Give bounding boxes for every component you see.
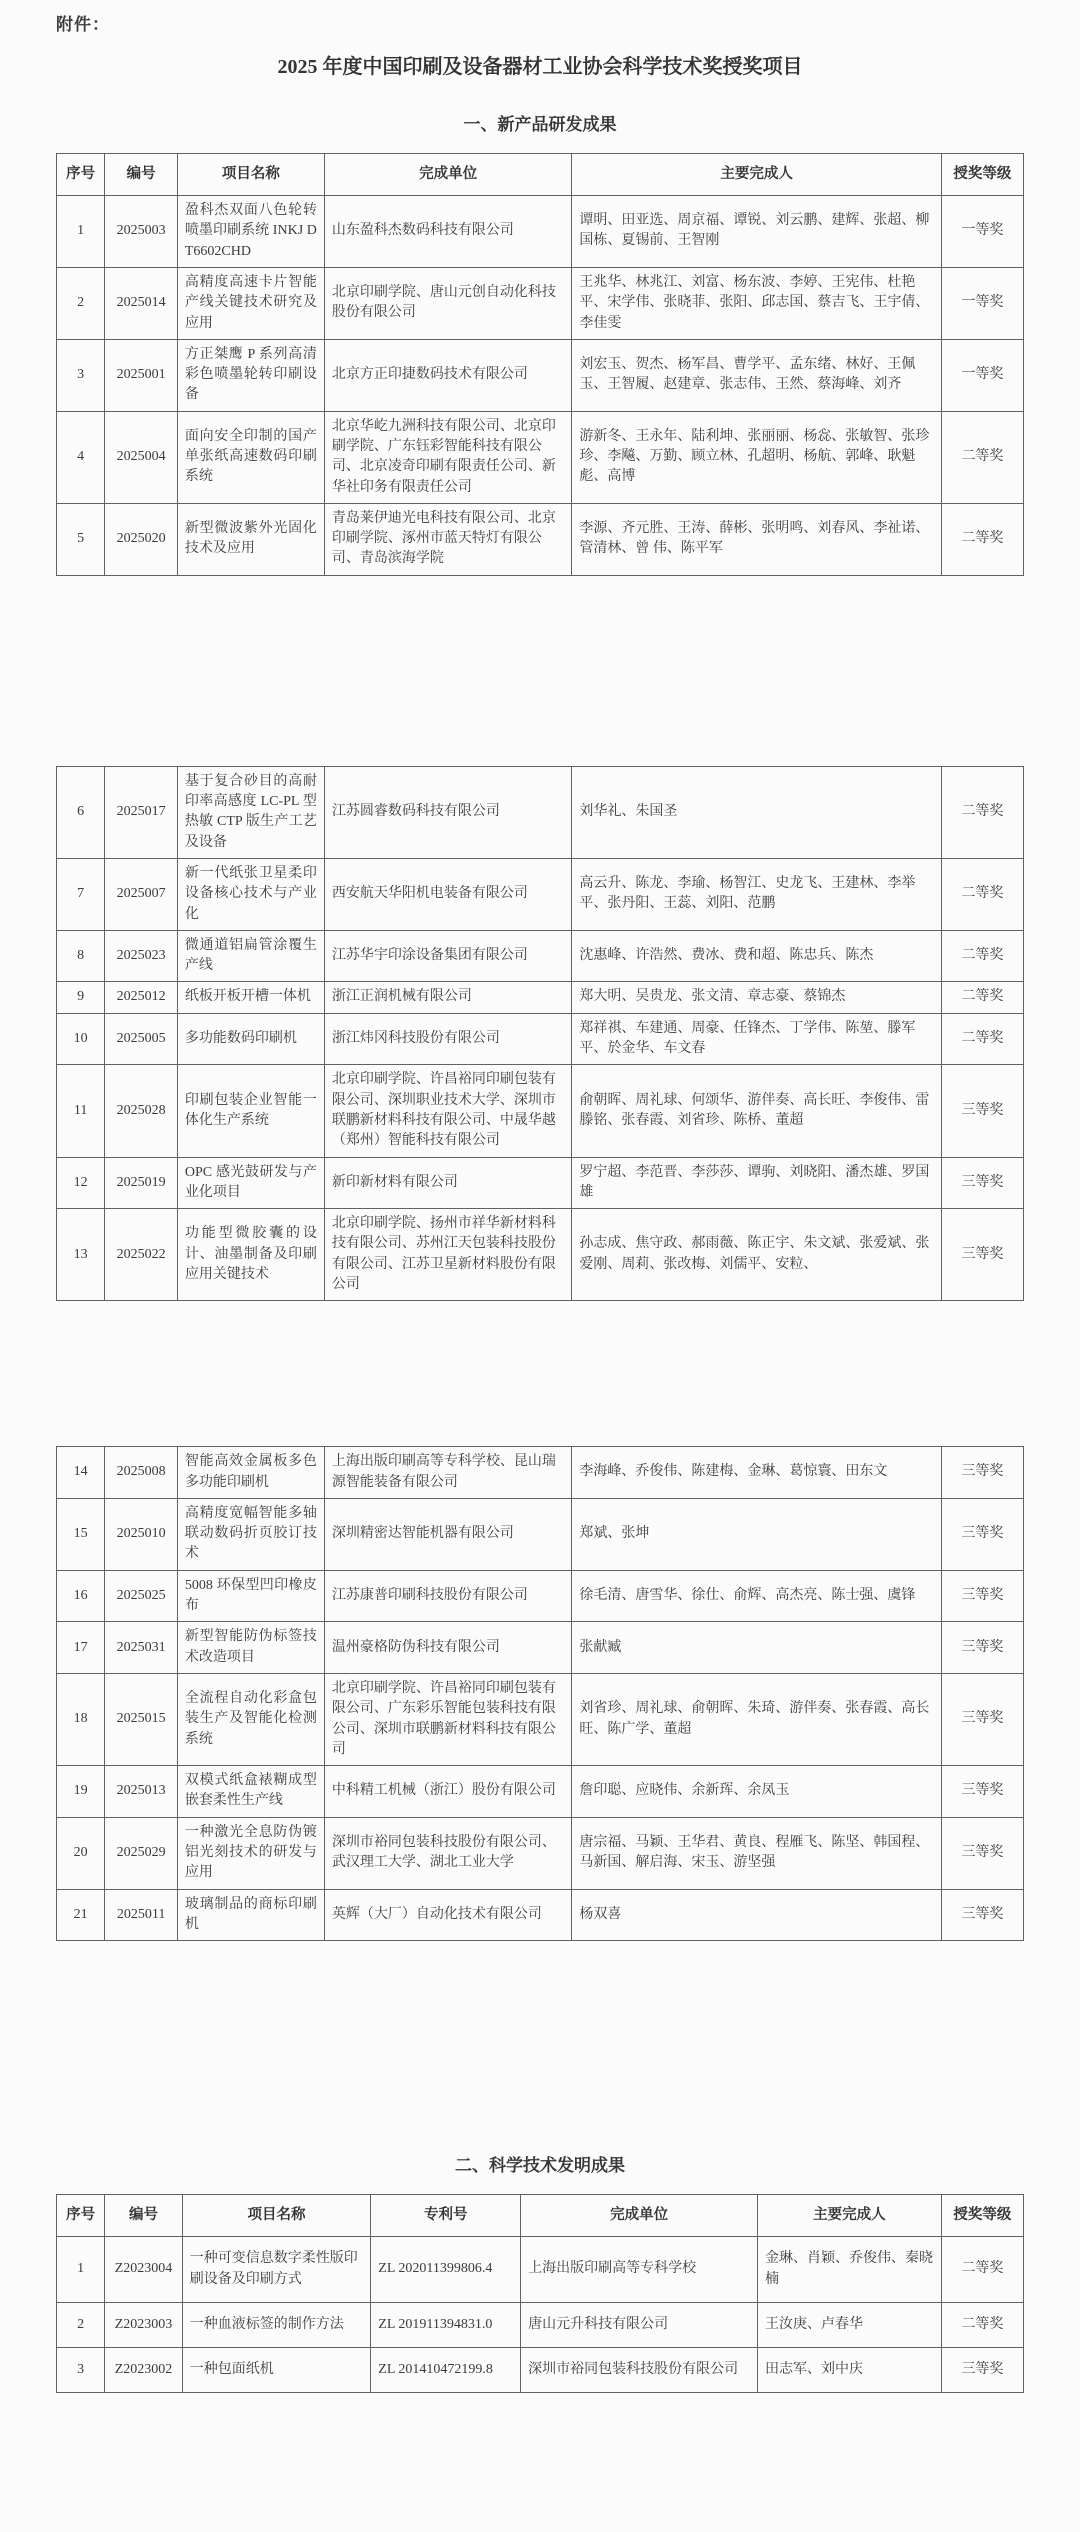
table-row — [57, 1622, 1024, 1674]
table-cell: 功能型微胶囊的设计、油墨制备及印刷应用关键技术 — [177, 1209, 324, 1301]
table-row — [57, 1817, 1024, 1889]
table-cell: 3 — [57, 339, 105, 411]
column-header: 授奖等级 — [941, 154, 1023, 196]
table-cell: 徐毛清、唐雪华、徐仕、俞辉、高杰亮、陈士强、虞锋 — [572, 1570, 941, 1622]
table-cell: 微通道铝扁管涂覆生产线 — [177, 930, 324, 982]
table-cell: 一等奖 — [941, 196, 1023, 268]
table-cell: 新印新材料有限公司 — [324, 1157, 572, 1209]
table-row — [57, 2348, 1024, 2393]
table-cell: 深圳市裕同包装科技股份有限公司、武汉理工大学、湖北工业大学 — [324, 1817, 572, 1889]
table-cell: 北京印刷学院、扬州市祥华新材料科技有限公司、苏州江天包装科技股份有限公司、江苏卫星新材料股份有限公司 — [324, 1209, 572, 1301]
table-cell: 二等奖 — [941, 411, 1023, 503]
column-header: 项目名称 — [177, 154, 324, 196]
table-cell: 二等奖 — [941, 2302, 1023, 2347]
table-cell: 北京方正印捷数码技术有限公司 — [324, 339, 572, 411]
table-cell: 俞朝晖、周礼球、何颂华、游伴奏、高长旺、李俊伟、雷滕铭、张春霞、刘省珍、陈桥、董超 — [572, 1065, 941, 1157]
table-row — [57, 858, 1024, 930]
table-cell: 新型智能防伪标签技术改造项目 — [177, 1622, 324, 1674]
table-cell: 深圳市裕同包装科技股份有限公司 — [521, 2348, 758, 2393]
table-cell: 印刷包装企业智能一体化生产系统 — [177, 1065, 324, 1157]
table-cell: 一种包面纸机 — [182, 2348, 371, 2393]
table-cell: 面向安全印制的国产单张纸高速数码印刷系统 — [177, 411, 324, 503]
table-row — [57, 2302, 1024, 2347]
table-cell: 20 — [57, 1817, 105, 1889]
table-cell: ZL 201410472199.8 — [371, 2348, 521, 2393]
section1-heading: 一、新产品研发成果 — [463, 115, 617, 134]
table-cell: 三等奖 — [941, 2348, 1023, 2393]
table-cell: 郑斌、张坤 — [572, 1498, 941, 1570]
table-row — [57, 2237, 1024, 2303]
table-cell: 5 — [57, 503, 105, 575]
table-cell: 杨双喜 — [572, 1889, 941, 1941]
table-row — [57, 1157, 1024, 1209]
table-cell: 2025007 — [105, 858, 178, 930]
table-cell: 2025031 — [105, 1622, 178, 1674]
table-cell: 二等奖 — [941, 766, 1023, 858]
table-cell: 16 — [57, 1570, 105, 1622]
table-cell: 6 — [57, 766, 105, 858]
table-cell: 谭明、田亚选、周京福、谭锐、刘云鹏、建辉、张超、柳国栋、夏锡前、王智刚 — [572, 196, 941, 268]
table-cell: 2 — [57, 2302, 105, 2347]
table-row — [57, 1766, 1024, 1818]
attachment-label: 附件： — [56, 15, 110, 34]
table-cell: 王兆华、林兆江、刘富、杨东波、李婷、王宪伟、杜艳平、宋学伟、张晓菲、张阳、邱志国、蔡吉飞、王宇倩、李佳雯 — [572, 267, 941, 339]
table-cell: 高云升、陈龙、李瑜、杨智江、史龙飞、王建林、李举平、张丹阳、王蕊、刘阳、范鹏 — [572, 858, 941, 930]
table-row — [57, 982, 1024, 1013]
table-cell: 1 — [57, 2237, 105, 2303]
table-cell: 二等奖 — [941, 1013, 1023, 1065]
table-cell: Z2023002 — [105, 2348, 182, 2393]
table-cell: 三等奖 — [941, 1065, 1023, 1157]
table-cell: 金琳、肖颖、乔俊伟、秦晓楠 — [758, 2237, 942, 2303]
table-cell: 二等奖 — [941, 503, 1023, 575]
table-cell: 5008 环保型凹印橡皮布 — [177, 1570, 324, 1622]
table-cell: 罗宁超、李范晋、李莎莎、谭驹、刘晓阳、潘杰雄、罗国雄 — [572, 1157, 941, 1209]
table-cell: 2025008 — [105, 1447, 178, 1499]
table-cell: 4 — [57, 411, 105, 503]
header-row — [57, 2195, 1024, 2237]
table-row — [57, 1673, 1024, 1765]
table-cell: 2025020 — [105, 503, 178, 575]
table-cell: 北京印刷学院、许昌裕同印刷包装有限公司、广东彩乐智能包装科技有限公司、深圳市联鹏新材料科技有限公司 — [324, 1673, 572, 1765]
table-cell: 英辉（大厂）自动化技术有限公司 — [324, 1889, 572, 1941]
table-cell: 青岛莱伊迪光电科技有限公司、北京印刷学院、涿州市蓝天特灯有限公司、青岛滨海学院 — [324, 503, 572, 575]
table-cell: 三等奖 — [941, 1570, 1023, 1622]
page-title: 2025 年度中国印刷及设备器材工业协会科学技术奖授奖项目 — [277, 56, 803, 78]
column-header: 序号 — [57, 154, 105, 196]
table-cell: 李海峰、乔俊伟、陈建梅、金琳、葛惊寰、田东文 — [572, 1447, 941, 1499]
table-cell: 2025019 — [105, 1157, 178, 1209]
table-cell: 一种可变信息数字柔性版印刷设备及印刷方式 — [182, 2237, 371, 2303]
column-header: 完成单位 — [324, 154, 572, 196]
table-cell: 7 — [57, 858, 105, 930]
table-cell: 唐山元升科技有限公司 — [521, 2302, 758, 2347]
table-cell: 2025017 — [105, 766, 178, 858]
table-cell: 9 — [57, 982, 105, 1013]
column-header: 序号 — [57, 2195, 105, 2237]
table-cell: 沈惠峰、许浩然、费冰、费和超、陈忠兵、陈杰 — [572, 930, 941, 982]
table-cell: 上海出版印刷高等专科学校、昆山瑞源智能装备有限公司 — [324, 1447, 572, 1499]
table-row — [57, 1013, 1024, 1065]
table-cell: 15 — [57, 1498, 105, 1570]
table-cell: 2025015 — [105, 1673, 178, 1765]
table-cell: 新型微波紫外光固化技术及应用 — [177, 503, 324, 575]
table-cell: 二等奖 — [941, 930, 1023, 982]
table-cell: 2025001 — [105, 339, 178, 411]
table-cell: 王汝庚、卢春华 — [758, 2302, 942, 2347]
table-cell: 方正桀鹰 P 系列高清彩色喷墨轮转印刷设备 — [177, 339, 324, 411]
table-cell: 江苏康普印刷科技股份有限公司 — [324, 1570, 572, 1622]
table-cell: 三等奖 — [941, 1817, 1023, 1889]
table-cell: 高精度高速卡片智能产线关键技术研究及应用 — [177, 267, 324, 339]
table-cell: 2025003 — [105, 196, 178, 268]
table-cell: 2025025 — [105, 1570, 178, 1622]
table-cell: 三等奖 — [941, 1766, 1023, 1818]
table-cell: 郑大明、吴贵龙、张文清、章志豪、蔡锦杰 — [572, 982, 941, 1013]
table-cell: 19 — [57, 1766, 105, 1818]
table-cell: 多功能数码印刷机 — [177, 1013, 324, 1065]
table-cell: 2025022 — [105, 1209, 178, 1301]
table-cell: 双模式纸盒裱糊成型嵌套柔性生产线 — [177, 1766, 324, 1818]
table-cell: 三等奖 — [941, 1157, 1023, 1209]
column-header: 专利号 — [371, 2195, 521, 2237]
table-cell: 2025029 — [105, 1817, 178, 1889]
table-cell: 17 — [57, 1622, 105, 1674]
table-cell: 浙江正润机械有限公司 — [324, 982, 572, 1013]
table-cell: 温州豪格防伪科技有限公司 — [324, 1622, 572, 1674]
table-cell: 孙志成、焦守政、郝雨薇、陈正宇、朱文斌、张爱斌、张爱刚、周莉、张改梅、刘儒平、安粒、 — [572, 1209, 941, 1301]
table-cell: 三等奖 — [941, 1498, 1023, 1570]
table-row — [57, 339, 1024, 411]
column-header: 完成单位 — [521, 2195, 758, 2237]
table-cell: 深圳精密达智能机器有限公司 — [324, 1498, 572, 1570]
table-cell: 2025013 — [105, 1766, 178, 1818]
table-cell: Z2023003 — [105, 2302, 182, 2347]
table-cell: 8 — [57, 930, 105, 982]
column-header: 编号 — [105, 154, 178, 196]
table-cell: 10 — [57, 1013, 105, 1065]
table-cell: 14 — [57, 1447, 105, 1499]
table-cell: 一等奖 — [941, 267, 1023, 339]
table-row — [57, 1065, 1024, 1157]
table-cell: 11 — [57, 1065, 105, 1157]
table-cell: 刘省珍、周礼球、俞朝晖、朱琦、游伴奏、张春霞、高长旺、陈广学、董超 — [572, 1673, 941, 1765]
table-cell: 12 — [57, 1157, 105, 1209]
table-cell: 浙江炜冈科技股份有限公司 — [324, 1013, 572, 1065]
table-cell: 2025014 — [105, 267, 178, 339]
table-row — [57, 411, 1024, 503]
header-row — [57, 154, 1024, 196]
table-cell: 唐宗福、马颖、王华君、黄良、程雁飞、陈坚、韩国程、马新国、解启海、宋玉、游坚强 — [572, 1817, 941, 1889]
table-cell: 纸板开板开槽一体机 — [177, 982, 324, 1013]
table-cell: 二等奖 — [941, 2237, 1023, 2303]
table-cell: ZL 202011399806.4 — [371, 2237, 521, 2303]
table-cell: 李源、齐元胜、王涛、薛彬、张明鸣、刘春风、李祉诺、管清林、曾 伟、陈平军 — [572, 503, 941, 575]
column-header: 项目名称 — [182, 2195, 371, 2237]
table-cell: 北京印刷学院、唐山元创自动化科技股份有限公司 — [324, 267, 572, 339]
table-cell: 13 — [57, 1209, 105, 1301]
table-cell: 高精度宽幅智能多轴联动数码折页胶订技术 — [177, 1498, 324, 1570]
invention-awards-table — [56, 2194, 1024, 2393]
table-cell: 2025004 — [105, 411, 178, 503]
table-cell: 游新冬、王永年、陆利坤、张丽丽、杨惢、张敏智、张珍珍、李飚、万勤、顾立林、孔超明、杨航、郭峰、耿魁彪、高博 — [572, 411, 941, 503]
table-cell: 2025028 — [105, 1065, 178, 1157]
table-cell: 江苏华宇印涂设备集团有限公司 — [324, 930, 572, 982]
table-cell: 21 — [57, 1889, 105, 1941]
column-header: 授奖等级 — [941, 2195, 1023, 2237]
table-cell: 三等奖 — [941, 1209, 1023, 1301]
table-cell: 三等奖 — [941, 1889, 1023, 1941]
new-product-awards-table-part1 — [56, 153, 1024, 576]
table-cell: 三等奖 — [941, 1447, 1023, 1499]
table-cell: 二等奖 — [941, 858, 1023, 930]
table-cell: 三等奖 — [941, 1673, 1023, 1765]
table-cell: Z2023004 — [105, 2237, 182, 2303]
column-header: 编号 — [105, 2195, 182, 2237]
table-cell: 刘宏玉、贺杰、杨军昌、曹学平、孟东绪、林好、王佩玉、王智履、赵建章、张志伟、王然、蔡海峰、刘齐 — [572, 339, 941, 411]
table-cell: 二等奖 — [941, 982, 1023, 1013]
table-cell: 2 — [57, 267, 105, 339]
table-cell: 詹印聪、应晓伟、余新珲、余凤玉 — [572, 1766, 941, 1818]
new-product-awards-table-part3 — [56, 1446, 1024, 1941]
table-cell: 2025005 — [105, 1013, 178, 1065]
table-row — [57, 1889, 1024, 1941]
table-row — [57, 1447, 1024, 1499]
table-cell: 一种激光全息防伪镀铝光刻技术的研发与应用 — [177, 1817, 324, 1889]
table-row — [57, 930, 1024, 982]
table-row — [57, 503, 1024, 575]
table-cell: 智能高效金属板多色多功能印刷机 — [177, 1447, 324, 1499]
table-cell: 基于复合砂目的高耐印率高感度 LC-PL 型热敏 CTP 版生产工艺及设备 — [177, 766, 324, 858]
table-cell: 2025011 — [105, 1889, 178, 1941]
table-cell: 一种血液标签的制作方法 — [182, 2302, 371, 2347]
section2-heading: 二、科学技术发明成果 — [455, 2156, 625, 2176]
table-cell: 盈科杰双面八色轮转喷墨印刷系统 INKJ DT6602CHD — [177, 196, 324, 268]
table-cell: 刘华礼、朱国圣 — [572, 766, 941, 858]
table-cell: 张献臧 — [572, 1622, 941, 1674]
table-cell: 1 — [57, 196, 105, 268]
table-cell: 上海出版印刷高等专科学校 — [521, 2237, 758, 2303]
table-cell: 山东盈科杰数码科技有限公司 — [324, 196, 572, 268]
table-cell: 中科精工机械（浙江）股份有限公司 — [324, 1766, 572, 1818]
table-cell: 2025012 — [105, 982, 178, 1013]
new-product-awards-table-part2 — [56, 766, 1024, 1302]
table-row — [57, 196, 1024, 268]
table-cell: 西安航天华阳机电装备有限公司 — [324, 858, 572, 930]
table-cell: OPC 感光鼓研发与产业化项目 — [177, 1157, 324, 1209]
table-cell: 一等奖 — [941, 339, 1023, 411]
table-cell: 北京印刷学院、许昌裕同印刷包装有限公司、深圳职业技术大学、深圳市联鹏新材料科技有限公司、中晟华越（郑州）智能科技有限公司 — [324, 1065, 572, 1157]
table-cell: 新一代纸张卫星柔印设备核心技术与产业化 — [177, 858, 324, 930]
column-header: 主要完成人 — [758, 2195, 942, 2237]
table-cell: 2025010 — [105, 1498, 178, 1570]
table-cell: 北京华屹九洲科技有限公司、北京印刷学院、广东钰彩智能科技有限公司、北京凌奇印刷有限责任公司、新华社印务有限责任公司 — [324, 411, 572, 503]
table-cell: 2025023 — [105, 930, 178, 982]
table-cell: 3 — [57, 2348, 105, 2393]
table-row — [57, 267, 1024, 339]
table-row — [57, 766, 1024, 858]
table-cell: 全流程自动化彩盒包装生产及智能化检测系统 — [177, 1673, 324, 1765]
table-cell: 玻璃制品的商标印刷机 — [177, 1889, 324, 1941]
table-row — [57, 1498, 1024, 1570]
table-cell: 郑祥祺、车建通、周豪、任锋杰、丁学伟、陈堃、滕军平、於金华、车文春 — [572, 1013, 941, 1065]
table-cell: 田志军、刘中庆 — [758, 2348, 942, 2393]
column-header: 主要完成人 — [572, 154, 941, 196]
table-cell: 18 — [57, 1673, 105, 1765]
table-row — [57, 1570, 1024, 1622]
table-cell: ZL 201911394831.0 — [371, 2302, 521, 2347]
table-row — [57, 1209, 1024, 1301]
table-cell: 三等奖 — [941, 1622, 1023, 1674]
table-cell: 江苏圆睿数码科技有限公司 — [324, 766, 572, 858]
